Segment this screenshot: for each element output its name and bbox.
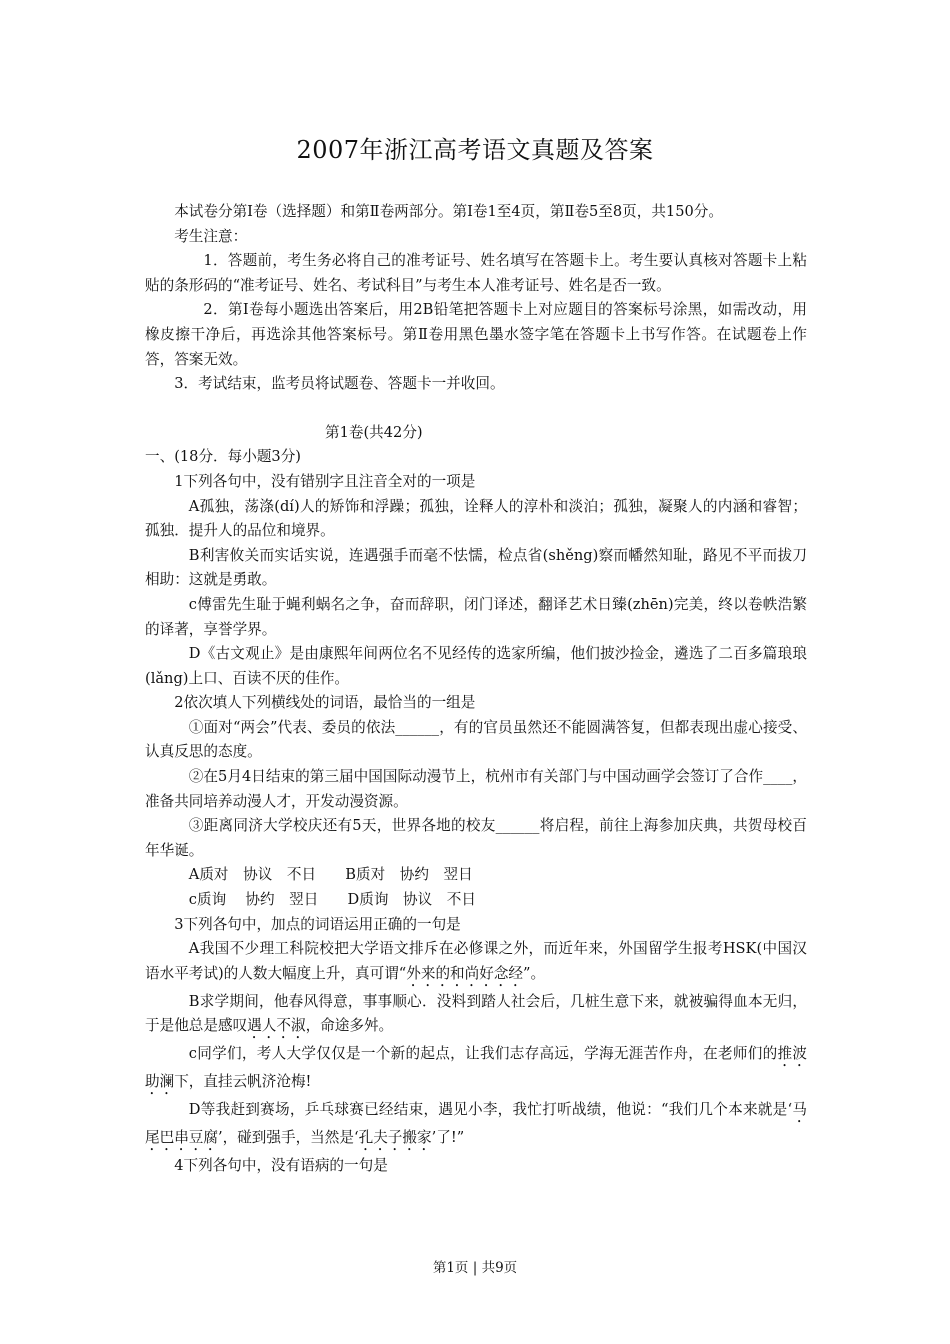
option-text: B求学期间，他春风得意，事事顺心．没料到踏人社会后，几桩生意下来，就被骗得血本无归，于是他总是感叹 — [145, 992, 807, 1035]
dotted-phrase: 孔夫子搬家 — [358, 1129, 432, 1147]
question-2-options-row-1: A质对 协议 不日 B质对 协约 翌日 — [188, 866, 473, 884]
question-2-sentence-1: ①面对“两会”代表、委员的依法______，有的官员虽然还不能圆满答复，但都表现出虚心接受、认真反思的态度。 — [145, 718, 807, 761]
question-2-sentence-3: ③距离同济大学校庆还有5天，世界各地的校友______将启程，前往上海参加庆典，共贺母校百年华诞。 — [145, 817, 807, 859]
question-3-stem: 3下列各句中，加点的词语运用正确的一句是 — [174, 915, 461, 933]
section-heading: 第1卷(共42分) — [325, 423, 423, 441]
question-1-stem: 1下列各句中，没有错别字且注音全对的一项是 — [174, 472, 476, 490]
option-text: ’了!” — [431, 1129, 465, 1147]
question-2-options-row-2: c质询 协约 翌日 D质询 协议 不日 — [188, 891, 476, 909]
part-heading: 一、(18分．每小题3分) — [145, 448, 301, 466]
option-text: A我国不少理工科院校把大学语文排斥在必修课之外，而近年来，外国留学生报考HSK(中国汉语水平考试)的人数大幅度上升，真可谓“ — [145, 940, 807, 982]
question-1-option-a: A孤独，荡涤(dí)人的矫饰和浮躁；孤独，诠释人的淳朴和淡泊；孤独，凝聚人的内涵和睿智；孤独．提升人的品位和境界。 — [145, 497, 807, 540]
question-2-sentence-2: ②在5月4日结束的第三届中国国际动漫节上，杭州市有关部门与中国动画学会签订了合作____，准备共同培养动漫人才，开发动漫资源。 — [145, 768, 807, 810]
question-2-stem: 2依次填人下列横线处的词语，最恰当的一组是 — [174, 694, 476, 712]
question-1-option-d: D《古文观止》是由康熙年间两位名不见经传的选家所编，他们披沙捡金，遴选了二百多篇琅琅(lǎng)上口、百读不厌的佳作。 — [145, 645, 807, 687]
question-1-option-c: c傅雷先生耻于蝇利蜗名之争，奋而辞职，闭门译述，翻译艺术日臻(zhēn)完美，终以卷帙浩繁的译著，享誉学界。 — [145, 595, 807, 638]
dotted-phrase: 马尾巴串豆腐 — [145, 1101, 807, 1147]
dotted-phrase: 遇人不淑 — [247, 1017, 306, 1035]
notice-item-1: 1．答题前，考生务必将自己的准考证号、姓名填写在答题卡上。考生要认真核对答题卡上粘贴的条形码的“准考证号、姓名、考试科目”与考生本人准考证号、姓名是否一致。 — [145, 252, 807, 294]
option-text: ，命途多舛。 — [305, 1017, 394, 1035]
option-text: ”。 — [523, 964, 546, 982]
option-text: D等我赶到赛场，乒乓球赛已经结束，遇见小李，我忙打听战绩，他说：“我们几个本来就是‘ — [188, 1101, 793, 1119]
option-text: c同学们，考人大学仅仅是一个新的起点，让我们志存高远，学海无涯苦作舟，在老师们的 — [188, 1045, 778, 1063]
dotted-phrase: 推波助澜 — [145, 1045, 807, 1091]
notice-item-3: 3．考试结束，监考员将试题卷、答题卡一并收回。 — [174, 375, 505, 393]
question-4-stem: 4下列各句中，没有语病的一句是 — [174, 1157, 388, 1175]
spacer — [145, 397, 807, 421]
notice-item-2: 2．第Ⅰ卷每小题选出答案后，用2B铅笔把答题卡上对应题目的答案标号涂黑，如需改动，用橡皮擦干净后，再选涂其他答案标号。第Ⅱ卷用黑色墨水签字笔在答题卡上书写作答。在试题卷上作答，答案无效。 — [145, 301, 807, 368]
question-3-option-b — [145, 990, 807, 1043]
option-text: ’，碰到强手，当然是‘ — [217, 1129, 359, 1147]
question-3-option-c — [145, 1042, 807, 1098]
intro-paragraph: 本试卷分第Ⅰ卷（选择题）和第Ⅱ卷两部分。第Ⅰ卷1至4页，第Ⅱ卷5至8页，共150分。 — [174, 203, 723, 220]
document-title: 2007年浙江高考语文真题及答案 — [296, 136, 654, 164]
page-footer: 第1页 | 共9页 — [432, 1260, 518, 1276]
question-1-option-b: B利害攸关而实话实说，连遇强手而毫不怯懦，检点省(shěng)察而幡然知耻，路见不平而拔刀相助：这就是勇敢。 — [145, 546, 807, 589]
dotted-phrase: 外来的和尚好念经 — [406, 964, 524, 982]
document-body — [145, 200, 807, 1179]
question-3-option-d — [145, 1098, 807, 1154]
notice-label: 考生注意： — [174, 227, 248, 245]
question-3-option-a — [145, 937, 807, 990]
option-text: 下，直挂云帆济沧梅! — [174, 1073, 312, 1091]
